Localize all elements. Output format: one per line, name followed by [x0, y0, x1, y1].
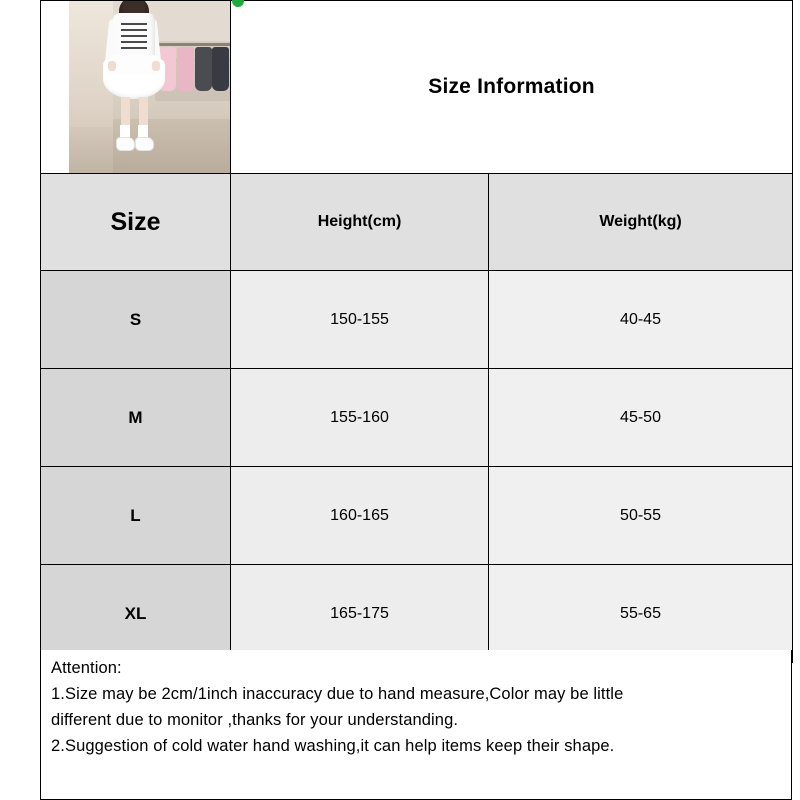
cell-height-s: 150-155 — [231, 271, 489, 369]
model-top-print — [121, 23, 147, 49]
attention-block — [40, 650, 792, 800]
size-information-table — [40, 0, 793, 663]
cell-weight-l: 50-55 — [489, 467, 793, 565]
model-shoe-right — [135, 137, 154, 151]
model-shoe-left — [116, 137, 135, 151]
cell-weight-s: 40-45 — [489, 271, 793, 369]
attention-line-1: 1.Size may be 2cm/1inch inaccuracy due to hand measure,Color may be little — [51, 685, 624, 703]
cell-weight-m: 45-50 — [489, 369, 793, 467]
model-hand-left — [108, 61, 116, 71]
table-row-header-photo — [41, 1, 793, 174]
cell-size-m: M — [41, 369, 231, 467]
cell-height-xl: 165-175 — [231, 565, 489, 663]
attention-line-3: 2.Suggestion of cold water hand washing,it can help items keep their shape. — [51, 737, 615, 755]
photo-garment-dark — [195, 47, 212, 91]
photo-garment-dark-2 — [212, 47, 229, 91]
table-row — [41, 271, 793, 369]
product-photo — [69, 1, 231, 173]
attention-heading: Attention: — [51, 659, 122, 677]
page-title: Size Information — [428, 75, 595, 98]
photo-garment-pink-2 — [177, 47, 194, 91]
chart-title-cell — [231, 1, 793, 174]
column-header-height: Height(cm) — [231, 174, 489, 271]
model-hand-right — [152, 61, 160, 71]
photo-rack-bar — [155, 43, 231, 46]
cell-height-m: 155-160 — [231, 369, 489, 467]
cell-size-l: L — [41, 467, 231, 565]
cell-size-s: S — [41, 271, 231, 369]
column-header-size: Size — [41, 174, 231, 271]
column-header-weight: Weight(kg) — [489, 174, 793, 271]
table-header-row — [41, 174, 793, 271]
cell-height-l: 160-165 — [231, 467, 489, 565]
table-row — [41, 565, 793, 663]
table-row — [41, 467, 793, 565]
table-row — [41, 369, 793, 467]
cell-size-xl: XL — [41, 565, 231, 663]
photo-floor-left — [69, 127, 113, 173]
attention-line-2: different due to monitor ,thanks for your understanding. — [51, 711, 459, 729]
product-photo-cell — [41, 1, 231, 174]
cell-weight-xl: 55-65 — [489, 565, 793, 663]
